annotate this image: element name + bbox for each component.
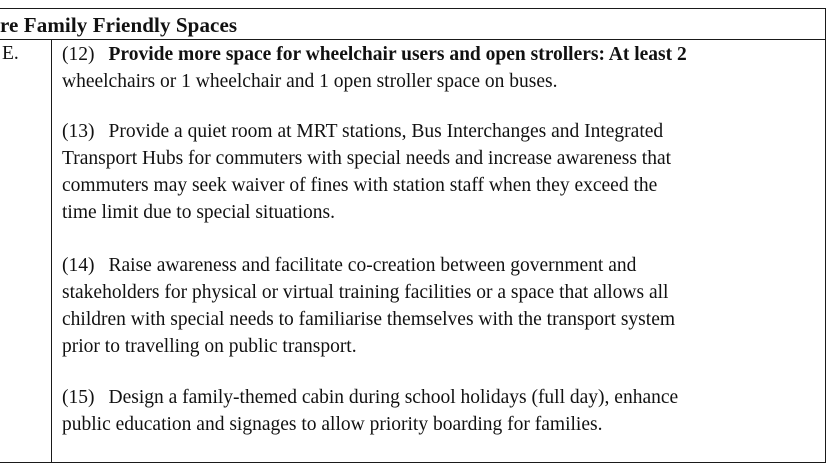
item-number: (12) bbox=[62, 44, 95, 65]
item-line bbox=[62, 384, 824, 411]
list-item-12 bbox=[62, 41, 824, 95]
item-line bbox=[62, 252, 824, 279]
column-divider bbox=[51, 39, 52, 463]
item-line bbox=[62, 118, 824, 145]
item-text: children with special needs to familiarise themselves with the transport system bbox=[62, 309, 676, 330]
section-label: E. bbox=[2, 43, 19, 64]
item-text: time limit due to special situations. bbox=[62, 202, 335, 223]
table-right-border bbox=[825, 8, 826, 463]
item-text: stakeholders for physical or virtual training facilities or a space that allows all bbox=[62, 282, 669, 303]
item-text: Transport Hubs for commuters with special needs and increase awareness that bbox=[62, 148, 672, 169]
item-text: Raise awareness and facilitate co-creation between government and bbox=[108, 255, 637, 276]
item-text: commuters may seek waiver of fines with station staff when they exceed the bbox=[62, 175, 658, 196]
item-text: Provide more space for wheelchair users and open strollers: At least 2 bbox=[108, 44, 687, 65]
section-header: re Family Friendly Spaces bbox=[0, 13, 238, 37]
table-top-border bbox=[0, 8, 826, 9]
list-item-15 bbox=[62, 384, 824, 438]
table-bottom-border bbox=[0, 462, 826, 463]
item-text: wheelchairs or 1 wheelchair and 1 open stroller space on buses. bbox=[62, 71, 558, 92]
item-text: Provide a quiet room at MRT stations, Bus Interchanges and Integrated bbox=[108, 121, 664, 142]
item-text: public education and signages to allow priority boarding for families. bbox=[62, 414, 603, 435]
list-item-13 bbox=[62, 118, 824, 226]
item-number: (13) bbox=[62, 121, 95, 142]
item-number: (15) bbox=[62, 387, 95, 408]
list-item-14 bbox=[62, 252, 824, 360]
item-line bbox=[62, 41, 824, 68]
item-number: (14) bbox=[62, 255, 95, 276]
item-text: prior to travelling on public transport. bbox=[62, 336, 357, 357]
header-bottom-border bbox=[0, 39, 826, 40]
item-text: Design a family-themed cabin during school holidays (full day), enhance bbox=[108, 387, 679, 408]
